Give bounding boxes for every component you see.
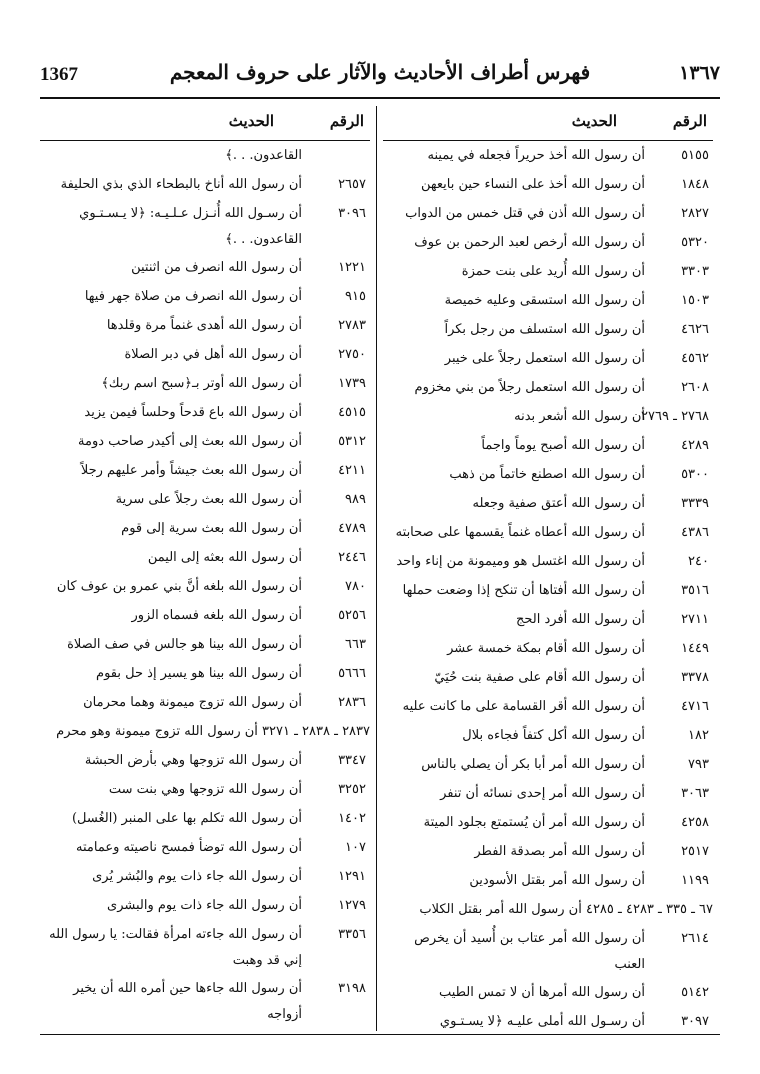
index-list [40,141,370,1028]
list-item [383,402,713,431]
page-title: فهرس أطراف الأحاديث والآثار على حروف المعجم [169,60,591,84]
hadith-text: أن رسول الله بعث سرية إلى قوم [121,521,302,536]
hadith-text: أن رسول الله أقام على صفية بنت حُيَيّ [434,670,645,685]
reference-number: ٢٧٥٠ [338,347,366,362]
hadith-text: أن رسول الله أقر القسامة على ما كانت عليه [402,699,645,714]
page-number-latin: 1367 [40,64,78,85]
hadith-text: أن رسول الله استعمل رجلاً على خيبر [444,351,645,366]
hadith-text: أن رسول الله أمر بصدقة الفطر [474,844,645,859]
hadith-text: أن رسول الله أوتر بـ﴿سبح اسم ربك﴾ [101,376,302,391]
list-item [40,974,370,1028]
reference-number: ٤٢١١ [338,463,366,478]
list-item [40,920,370,974]
list-item [383,1007,713,1036]
page-header [40,58,720,94]
list-item [40,833,370,862]
hadith-text: أن رسول الله أمر بقتل الأسودين [469,873,645,888]
reference-number: ٢٧٨٣ [338,318,366,333]
reference-number: ١٨٤٨ [681,177,709,192]
reference-number: ٤٢٥٨ [681,815,709,830]
list-item [40,427,370,456]
hadith-text: أن رسول الله أعطاه غنماً يقسمها على صحابته [395,525,645,540]
reference-number: ٤٦٢٦ [681,322,709,337]
list-item [40,862,370,891]
hadith-text: أن رسـول الله أُنـزل عـلـيـه: ﴿لا يـسـتـوي القاعدون. . .﴾ [79,206,302,247]
reference-number: ٣٠٦٣ [681,786,709,801]
hadith-text: أن رسول الله أهل في دبر الصلاة [124,347,302,362]
reference-number: ٧٨٠ [345,579,366,594]
list-item [383,344,713,373]
hadith-text: أن رسول الله بعث جيشاً وأمر عليهم رجلاً [80,463,302,478]
list-item [383,808,713,837]
hadith-text: أن رسول الله أشعر بدنه [514,409,645,424]
reference-number: ٣١٩٨ [338,981,366,996]
reference-number: ٤٥٦٢ [681,351,709,366]
hadith-text: أن رسول الله تزوجها وهي بنت ست [108,782,302,797]
reference-number: ٧٩٣ [688,757,709,772]
reference-number: ٢٦٥٧ [338,177,366,192]
reference-number: ١٢٩١ [338,869,366,884]
list-item [40,485,370,514]
list-item [383,141,713,170]
hadith-text: القاعدون. . .﴾ [225,148,302,163]
hadith-text: ٢٨٣٧ ـ ٢٨٣٨ ـ ٣٢٧١ أن رسول الله تزوج ميمونة وهو محرم [56,724,370,739]
hadith-text: ٦٧ ـ ٣٣٥ ـ ٤٢٨٣ ـ ٤٢٨٥ أن رسول الله أمر بقتل الكلاب [419,902,713,917]
reference-number: ٢٥١٧ [681,844,709,859]
number-column-label: الرقم [329,112,364,130]
hadith-text: أن رسول الله اغتسل هو وميمونة من إناء واحد [396,554,645,569]
reference-number: ١٤٤٩ [681,641,709,656]
list-item [40,804,370,833]
hadith-text: أن رسول الله أُريد على بنت حمزة [461,264,645,279]
list-item [40,630,370,659]
list-item [383,978,713,1007]
hadith-text: أن رسول الله استسلف من رجل بكراً [444,322,645,337]
reference-number: ٥٢٥٦ [338,608,366,623]
reference-number: ٢٨٣٦ [338,695,366,710]
hadith-text: أن رسول الله بلغه أنَّ بني عمرو بن عوف كان [56,579,302,594]
column-header [40,106,370,141]
hadith-text: أن رسول الله استعمل رجلاً من بني مخزوم [414,380,645,395]
reference-number: ١٤٠٢ [338,811,366,826]
list-item [40,775,370,804]
reference-number: ٣٢٥٢ [338,782,366,797]
list-item [40,543,370,572]
hadith-text: أن رسول الله انصرف من اثنتين [131,260,302,275]
reference-number: ٢٤٤٦ [338,550,366,565]
reference-number: ٤٢٨٩ [681,438,709,453]
bottom-rule [40,1034,720,1035]
index-column-right [383,106,713,1041]
reference-number: ٣٣٥٦ [338,927,366,942]
reference-number: ٢٦٠٨ [681,380,709,395]
reference-number: ٢٨٢٧ [681,206,709,221]
reference-number: ٥١٤٢ [681,985,709,1000]
reference-number: ٦٦٣ [345,637,366,652]
reference-number: ٥٣٠٠ [681,467,709,482]
index-column-left [40,106,370,1041]
hadith-text: أن رسول الله جاءها حين أمره الله أن يخير أزواجه [73,981,302,1022]
reference-number: ١٢٧٩ [338,898,366,913]
list-item [383,315,713,344]
hadith-text: أن رسول الله أعتق صفية وجعله [472,496,645,511]
reference-number: ٤٣٨٦ [681,525,709,540]
hadith-text: أن رسول الله اصطنع خاتماً من ذهب [449,467,645,482]
list-item [40,514,370,543]
hadith-text: أن رسول الله أمر إحدى نسائه أن تنفر [440,786,645,801]
list-item [40,398,370,427]
reference-number: ٤٧٨٩ [338,521,366,536]
list-item [383,431,713,460]
reference-number: ٣٣٤٧ [338,753,366,768]
list-item [383,373,713,402]
list-item [383,518,713,547]
hadith-column-label: الحديث [228,112,274,130]
hadith-text: أن رسول الله أخذ حريراً فجعله في يمينه [427,148,645,163]
reference-number: ٢٦١٤ [681,931,709,946]
list-item [40,282,370,311]
list-item [40,601,370,630]
reference-number: ١٥٠٣ [681,293,709,308]
list-item [383,663,713,692]
reference-number: ٢٧٦٨ ـ ٢٧٦٩ [641,409,709,424]
reference-number: ٤٥١٥ [338,405,366,420]
hadith-text: أن رسول الله بلغه فسماه الزور [131,608,302,623]
reference-number: ١٢٢١ [338,260,366,275]
list-item [40,891,370,920]
reference-number: ٣٠٩٧ [681,1014,709,1029]
hadith-text: أن رسول الله تزوجها وهي بأرض الحبشة [84,753,302,768]
hadith-text: أن رسول الله أفتاها أن تنكح إذا وضعت حملها [402,583,645,598]
hadith-text: أن رسول الله تزوج ميمونة وهما محرمان [83,695,302,710]
index-list [383,141,713,1036]
column-header [383,106,713,141]
list-item [40,253,370,282]
list-item [40,746,370,775]
hadith-text: أن رسول الله أمر عتاب بن أُسيد أن يخرص العنب [414,931,645,972]
list-item [40,659,370,688]
hadith-text: أن رسول الله أخذ على النساء حين بايعهن [420,177,645,192]
reference-number: ٣٣٧٨ [681,670,709,685]
hadith-text: أن رسول الله جاءته امرأة فقالت: يا رسول الله إني قد وهبت [49,927,302,968]
hadith-text: أن رسول الله أكل كتفاً فجاءه بلال [462,728,645,743]
reference-number: ٣٣٣٩ [681,496,709,511]
reference-number: ٥٣١٢ [338,434,366,449]
list-item [40,572,370,601]
list-item [383,634,713,663]
list-item [383,576,713,605]
list-item [383,170,713,199]
list-item [383,779,713,808]
list-item [383,199,713,228]
list-item [40,340,370,369]
list-item [383,257,713,286]
reference-number: ١١٩٩ [681,873,709,888]
hadith-text: أن رسول الله استسقى وعليه خميصة [444,293,645,308]
list-item [383,460,713,489]
hadith-text: أن رسول الله أمرها أن لا تمس الطيب [438,985,645,1000]
hadith-text: أن رسول الله أمر أبا بكر أن يصلي بالناس [421,757,645,772]
reference-number: ٥٦٦٦ [338,666,366,681]
hadith-text: أن رسول الله أرخص لعبد الرحمن بن عوف [414,235,645,250]
hadith-column-label: الحديث [571,112,617,130]
list-item [383,605,713,634]
list-item [383,547,713,576]
list-item [383,489,713,518]
list-item [40,369,370,398]
list-item [383,837,713,866]
number-column-label: الرقم [672,112,707,130]
list-item [383,286,713,315]
column-divider [376,106,377,1031]
list-item [40,170,370,199]
list-item [383,866,713,895]
reference-number: ٥٣٢٠ [681,235,709,250]
list-item [383,924,713,978]
hadith-text: أن رسول الله بعث إلى أكيدر صاحب دومة [78,434,302,449]
hadith-text: أن رسـول الله أملى عليـه ﴿لا يسـتـوي [439,1014,645,1029]
list-item [383,750,713,779]
hadith-text: أن رسول الله أناخ بالبطحاء الذي بذي الحليفة [60,177,302,192]
header-rule [40,97,720,99]
list-item [40,456,370,485]
hadith-text: أن رسول الله أمر أن يُستمتع بجلود الميتة [423,815,645,830]
reference-number: ١٨٢ [688,728,709,743]
list-item [40,717,370,746]
reference-number: ١٠٧ [345,840,366,855]
hadith-text: أن رسول الله أهدى غنماً مرة وقلدها [106,318,302,333]
list-item [40,311,370,340]
list-item [383,895,713,924]
hadith-text: أن رسول الله توضأ فمسح ناصيته وعمامته [76,840,302,855]
hadith-text: أن رسول الله أقام بمكة خمسة عشر [447,641,645,656]
list-item [40,199,370,253]
reference-number: ٩٨٩ [345,492,366,507]
reference-number: ٣٠٩٦ [338,206,366,221]
hadith-text: أن رسول الله بينا هو جالس في صف الصلاة [67,637,302,652]
reference-number: ٤٧١٦ [681,699,709,714]
list-item [40,141,370,170]
hadith-text: أن رسول الله انصرف من صلاة جهر فيها [84,289,302,304]
list-item [383,228,713,257]
hadith-text: أن رسول الله أذن في قتل خمس من الدواب [405,206,645,221]
hadith-text: أن رسول الله بينا هو يسير إذ حل بقوم [96,666,302,681]
reference-number: ٣٣٠٣ [681,264,709,279]
hadith-text: أن رسول الله جاء ذات يوم والبشرى [107,898,302,913]
reference-number: ٩١٥ [345,289,366,304]
hadith-text: أن رسول الله تكلم بها على المنبر (الغُسل) [71,811,302,826]
reference-number: ٢٤٠ [688,554,709,569]
reference-number: ٣٥١٦ [681,583,709,598]
hadith-text: أن رسول الله أصبح يوماً واجماً [481,438,645,453]
list-item [40,688,370,717]
hadith-text: أن رسول الله أفرد الحج [515,612,645,627]
reference-number: ١٧٣٩ [338,376,366,391]
page-number-arabic: ١٣٦٧ [679,62,720,84]
hadith-text: أن رسول الله بعثه إلى اليمن [147,550,302,565]
list-item [383,721,713,750]
reference-number: ٥١٥٥ [681,148,709,163]
hadith-text: أن رسول الله بعث رجلاً على سرية [115,492,302,507]
reference-number: ٢٧١١ [681,612,709,627]
hadith-text: أن رسول الله جاء ذات يوم والبُشر يُرى [92,869,302,884]
hadith-text: أن رسول الله باع قدحاً وحلساً فيمن يزيد [84,405,302,420]
list-item [383,692,713,721]
